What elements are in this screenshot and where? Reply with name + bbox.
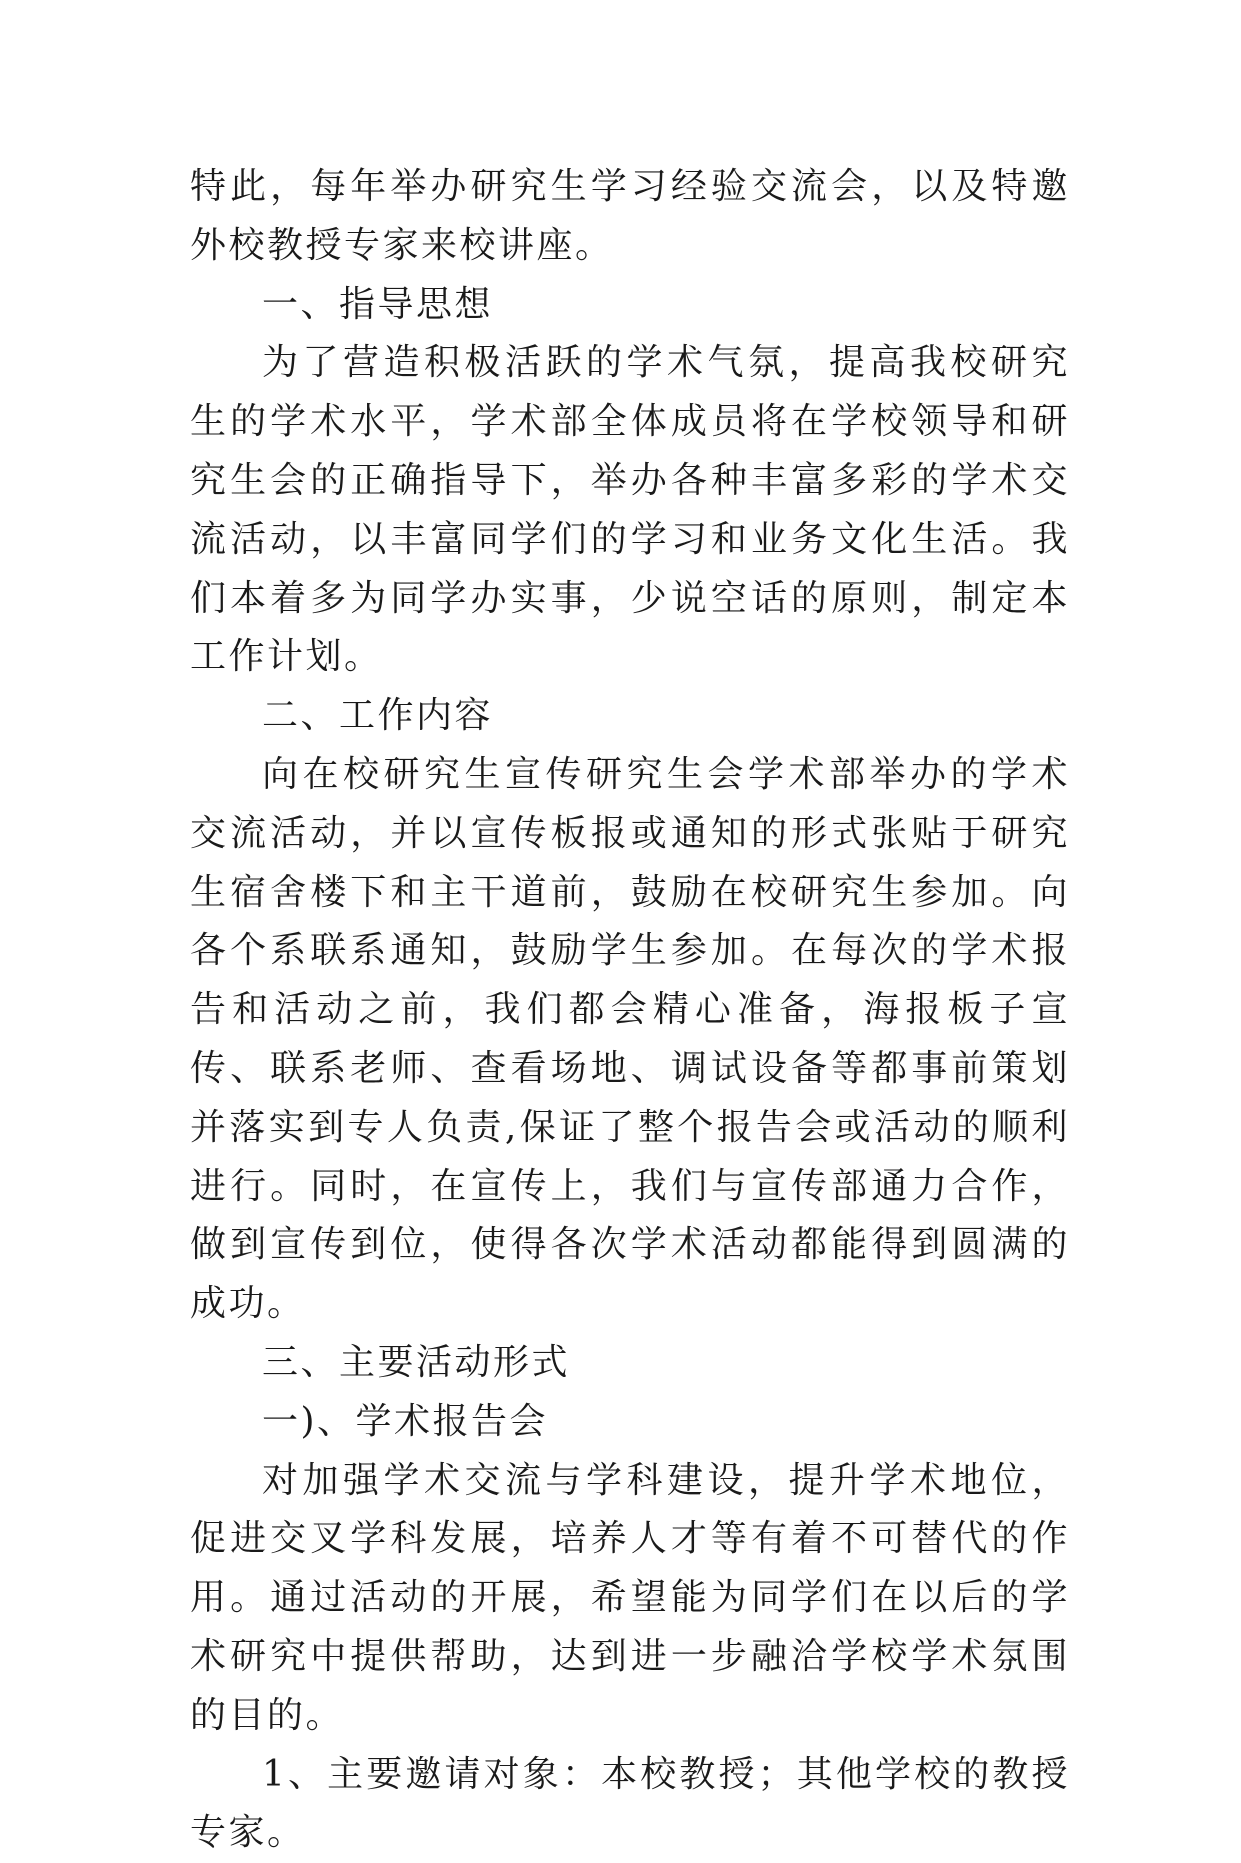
heading-main-activities: 三、主要活动形式 (262, 1341, 571, 1383)
subheading-academic-report: 一)、学术报告会 (262, 1400, 549, 1442)
heading-work-content: 二、工作内容 (262, 695, 494, 737)
paragraph-academic-report: 对加强学术交流与学科建设，提升学术地位，促进交叉学科发展，培养人才等有着不可替代的作用。通过活动的开展，希望能为同学们在以后的学术研究中提供帮助，达到进一步融洽学校学术氛围的目的。 (190, 1459, 1070, 1736)
document-body (190, 158, 1070, 1863)
paragraph-guiding-thought: 为了营造积极活跃的学术气氛，提高我校研究生的学术水平，学术部全体成员将在学校领导和研究生会的正确指导下，举办各种丰富多彩的学术交流活动，以丰富同学们的学习和业务文化生活。我们本着多为同学办实事，少说空话的原则，制定本工作计划。 (190, 342, 1070, 678)
paragraph-work-content: 向在校研究生宣传研究生会学术部举办的学术交流活动，并以宣传板报或通知的形式张贴于研究生宿舍楼下和主干道前，鼓励在校研究生参加。向各个系联系通知，鼓励学生参加。在每次的学术报告和活动之前，我们都会精心准备，海报板子宣传、联系老师、查看场地、调试设备等都事前策划并落实到专人负责,保证了整个报告会或活动的顺利进行。同时，在宣传上，我们与宣传部通力合作，做到宣传到位，使得各次学术活动都能得到圆满的成功。 (190, 753, 1070, 1325)
paragraph-intro: 特此，每年举办研究生学习经验交流会，以及特邀外校教授专家来校讲座。 (190, 166, 1070, 266)
heading-guiding-thought: 一、指导思想 (262, 283, 494, 325)
list-item-invitees: 1、主要邀请对象：本校教授；其他学校的教授专家。 (190, 1753, 1070, 1854)
